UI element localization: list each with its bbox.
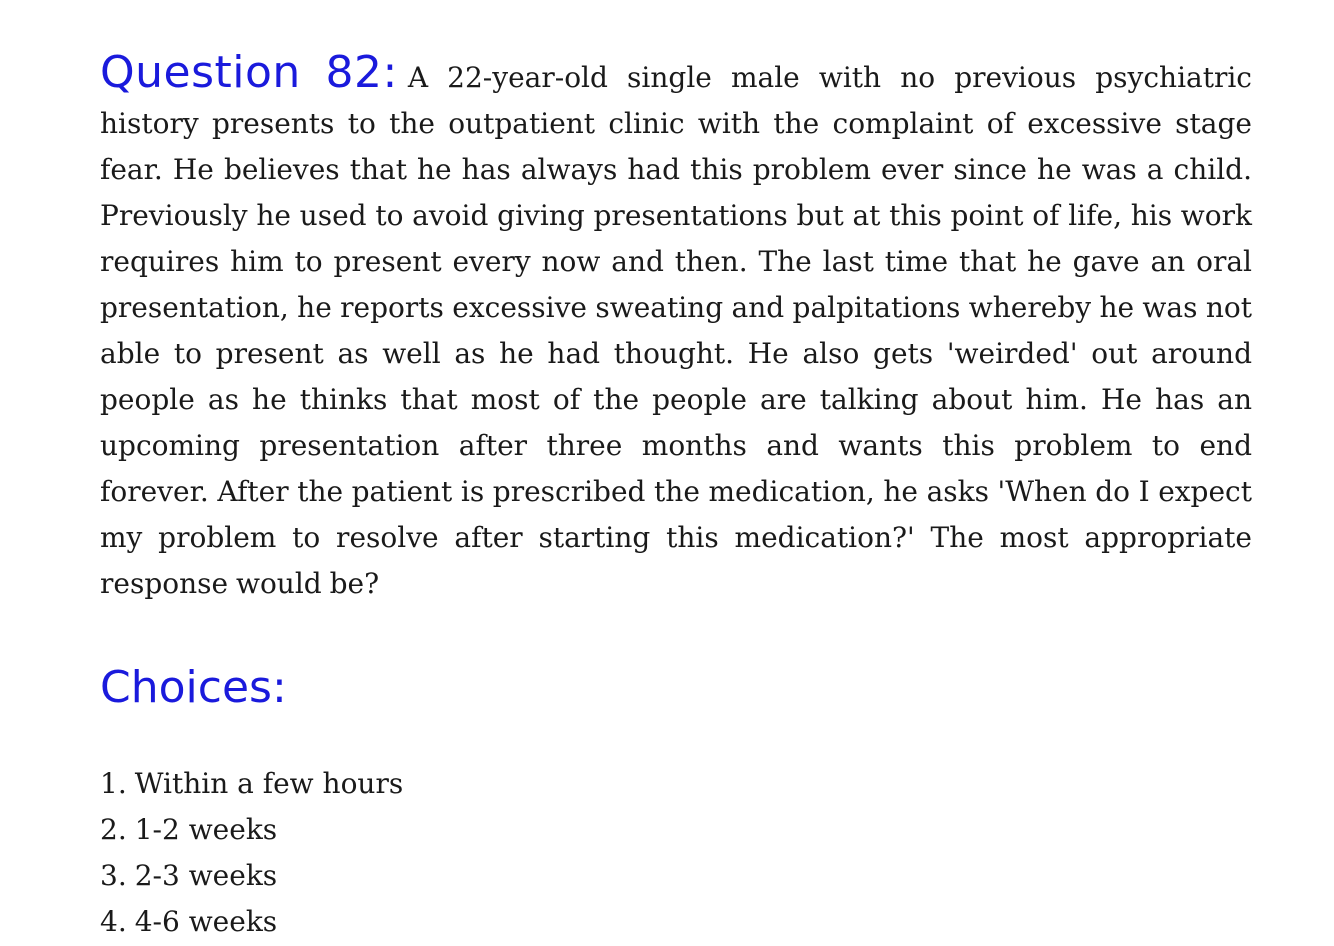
choice-number: 1. — [100, 767, 127, 800]
choice-number: 3. — [100, 859, 127, 892]
choices-heading: Choices: — [100, 662, 287, 713]
choice-item-2[interactable] — [100, 807, 1252, 853]
choice-item-3[interactable] — [100, 853, 1252, 899]
choice-item-1[interactable] — [100, 761, 1252, 807]
choice-text: Within a few hours — [134, 767, 404, 800]
choice-number: 4. — [100, 905, 127, 938]
choice-item-4[interactable] — [100, 899, 1252, 945]
choice-text: 4-6 weeks — [134, 905, 278, 938]
question-paragraph — [100, 47, 1252, 607]
question-label: Question 82: — [100, 47, 398, 98]
question-text: A 22-year-old single male with no previous psychiatric history presents to the outpatient clinic with the complaint of excessive stage fear. He believes that he has always had this problem ever since he was a child. Previously he used to avoid giving presentations but at this point of life, his work requires him to present every now and then. The last time that he gave an oral presentation, he reports excessive sweating and palpitations whereby he was not able to present as well as he had thought. He also gets 'weirded' out around people as he thinks that most of the people are talking about him. He has an upcoming presentation after three months and wants this problem to end forever. After the patient is prescribed the medication, he asks 'When do I expect my problem to resolve after starting this medication?' The most appropriate response would be? — [100, 61, 1252, 600]
choice-text: 1-2 weeks — [134, 813, 278, 846]
choices-list — [100, 761, 1252, 945]
page-content — [100, 47, 1252, 945]
choice-number: 2. — [100, 813, 127, 846]
choice-text: 2-3 weeks — [134, 859, 278, 892]
